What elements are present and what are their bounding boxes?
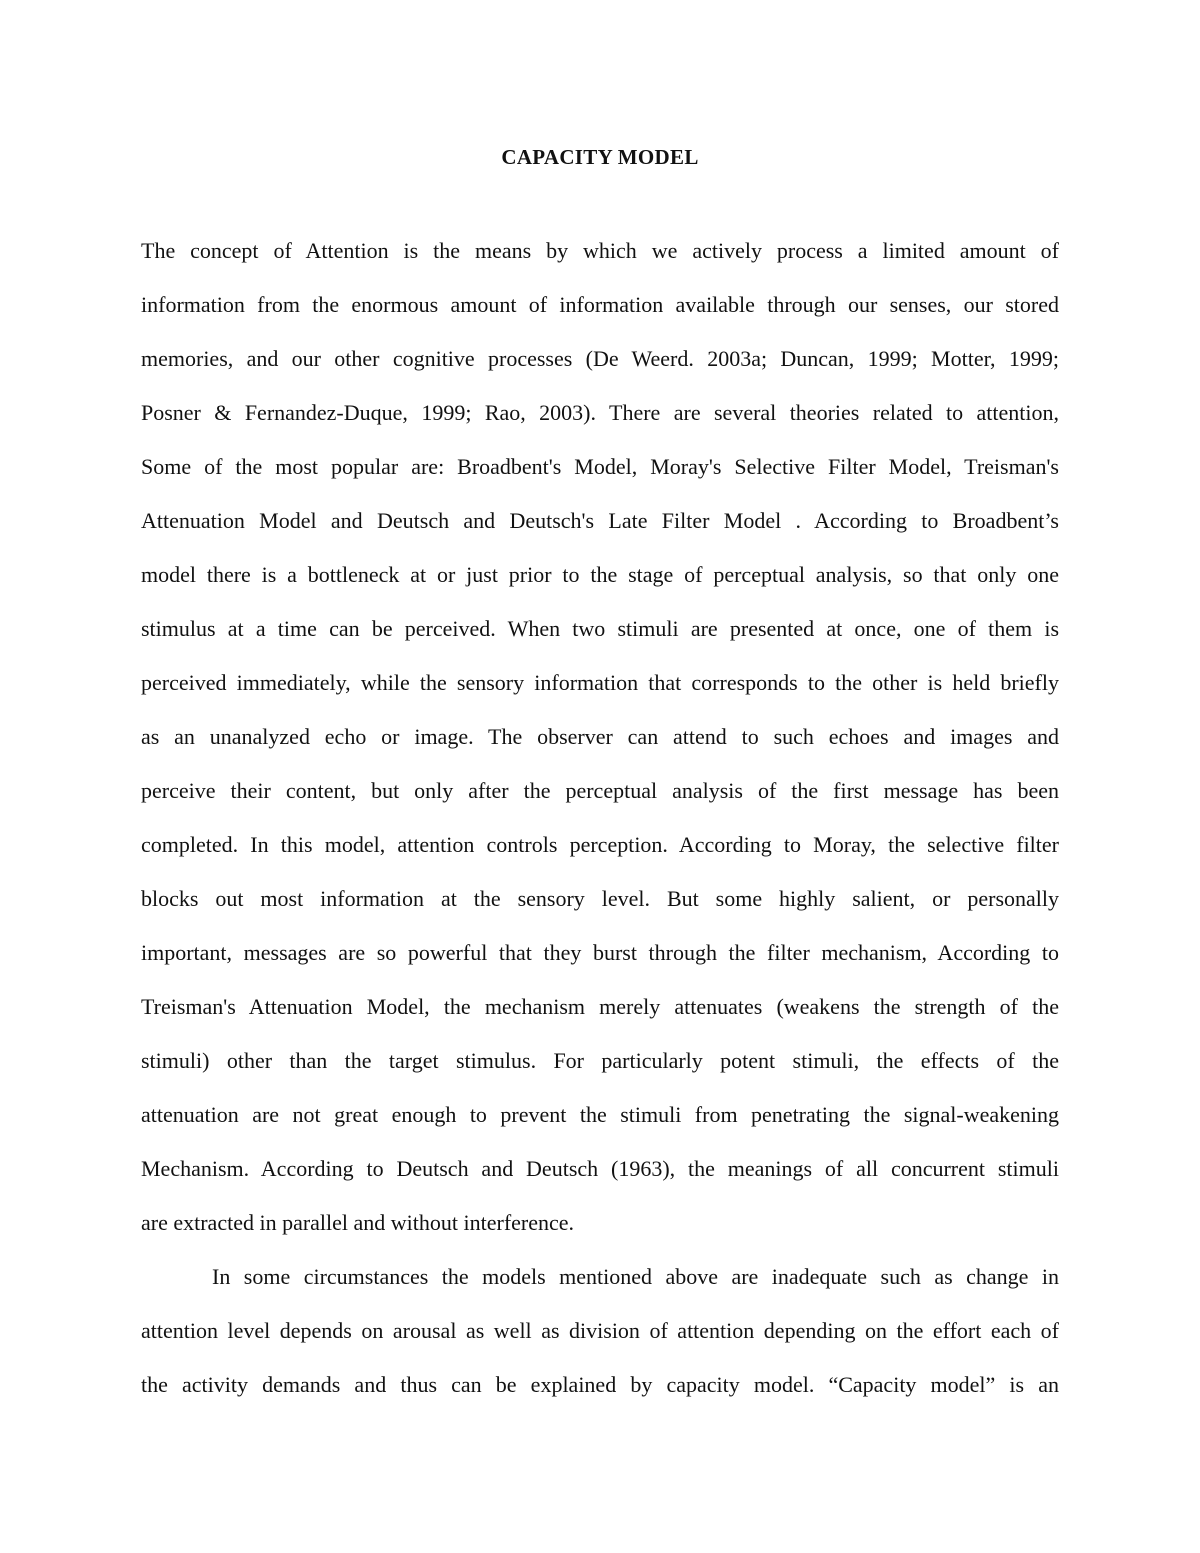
text-line: Posner & Fernandez-Duque, 1999; Rao, 2003). There are several theories related to attention, — [141, 400, 1059, 425]
text-line: are extracted in parallel and without interference. — [141, 1210, 575, 1235]
text-line: In some circumstances the models mentioned above are inadequate such as change in — [212, 1264, 1059, 1289]
text-line: attenuation are not great enough to prevent the stimuli from penetrating the signal-weakening — [141, 1102, 1059, 1127]
paragraph-2 — [141, 1250, 1059, 1412]
text-line: Attenuation Model and Deutsch and Deutsch's Late Filter Model . According to Broadbent’s — [141, 508, 1059, 533]
paragraph-1 — [141, 224, 1059, 1250]
text-line: Mechanism. According to Deutsch and Deutsch (1963), the meanings of all concurrent stimuli — [141, 1156, 1059, 1181]
text-line: information from the enormous amount of information available through our senses, our stored — [141, 292, 1059, 317]
text-line: blocks out most information at the sensory level. But some highly salient, or personally — [141, 886, 1059, 911]
text-line: Some of the most popular are: Broadbent's Model, Moray's Selective Filter Model, Treisman's — [141, 454, 1059, 479]
text-line: model there is a bottleneck at or just prior to the stage of perceptual analysis, so that only one — [141, 562, 1059, 587]
text-line: memories, and our other cognitive processes (De Weerd. 2003a; Duncan, 1999; Motter, 1999; — [141, 346, 1059, 371]
text-line: stimuli) other than the target stimulus. For particularly potent stimuli, the effects of the — [141, 1048, 1059, 1073]
text-line: the activity demands and thus can be explained by capacity model. “Capacity model” is an — [141, 1372, 1059, 1397]
text-line: Treisman's Attenuation Model, the mechanism merely attenuates (weakens the strength of the — [141, 994, 1059, 1019]
text-line: perceived immediately, while the sensory information that corresponds to the other is held briefly — [141, 670, 1059, 695]
page-title: CAPACITY MODEL — [501, 145, 699, 169]
text-line: as an unanalyzed echo or image. The observer can attend to such echoes and images and — [141, 724, 1059, 749]
text-line: stimulus at a time can be perceived. When two stimuli are presented at once, one of them is — [141, 616, 1059, 641]
text-line: The concept of Attention is the means by which we actively process a limited amount of — [141, 238, 1059, 263]
text-line: important, messages are so powerful that they burst through the filter mechanism, According to — [141, 940, 1059, 965]
text-line: attention level depends on arousal as well as division of attention depending on the effort each of — [141, 1318, 1059, 1343]
text-line: perceive their content, but only after the perceptual analysis of the first message has been — [141, 778, 1059, 803]
document-body — [141, 224, 1059, 1412]
text-line: completed. In this model, attention controls perception. According to Moray, the selective filter — [141, 832, 1059, 857]
